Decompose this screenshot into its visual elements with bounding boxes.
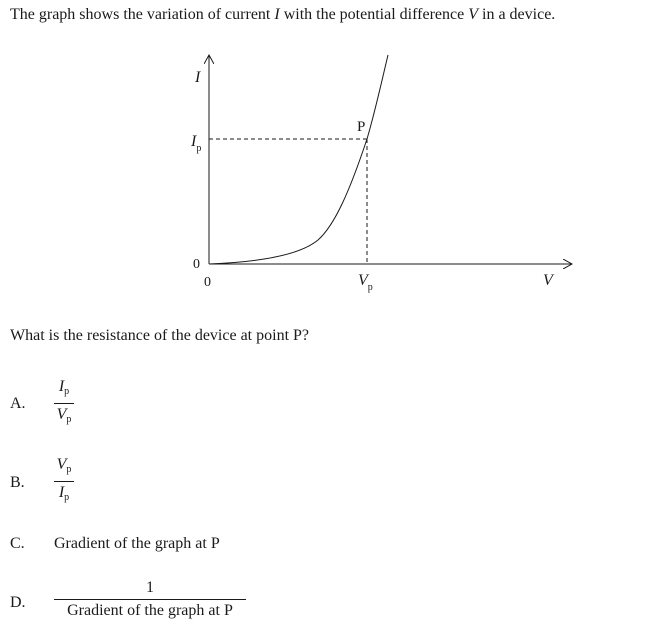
- option-c-letter[interactable]: C.: [10, 535, 25, 552]
- origin-y-label: 0: [193, 257, 200, 272]
- option-b-letter[interactable]: B.: [10, 474, 25, 491]
- option-a-fraction[interactable]: $I_p$ $V_p$: [54, 377, 74, 430]
- question-prompt: What is the resistance of the device at point P?: [10, 327, 310, 344]
- iv-curve: [209, 55, 388, 264]
- var-voltage: V: [468, 6, 478, 23]
- option-c-text[interactable]: Gradient of the graph at P: [54, 535, 220, 552]
- x-axis-label: V: [543, 272, 553, 289]
- option-d-letter[interactable]: D.: [10, 594, 26, 611]
- var-current: I: [274, 6, 280, 23]
- fraction-bar: [54, 403, 74, 404]
- fraction-bar: [54, 599, 246, 600]
- origin-x-label: 0: [204, 275, 211, 290]
- ip-label: $I_p$: [191, 133, 202, 154]
- option-d-fraction[interactable]: 1 Gradient of the graph at P: [54, 578, 246, 621]
- iv-graph: [0, 0, 654, 320]
- option-a-letter[interactable]: A.: [10, 395, 26, 412]
- fraction-bar: [54, 481, 74, 482]
- question-stem: The graph shows the variation of current I with the potential difference V in a device.: [10, 6, 556, 23]
- point-p-label: P: [357, 119, 366, 135]
- option-b-fraction[interactable]: $V_p$ $I_p$: [54, 455, 74, 508]
- vp-label: $V_p$: [358, 272, 373, 293]
- y-axis-label: I: [195, 69, 201, 86]
